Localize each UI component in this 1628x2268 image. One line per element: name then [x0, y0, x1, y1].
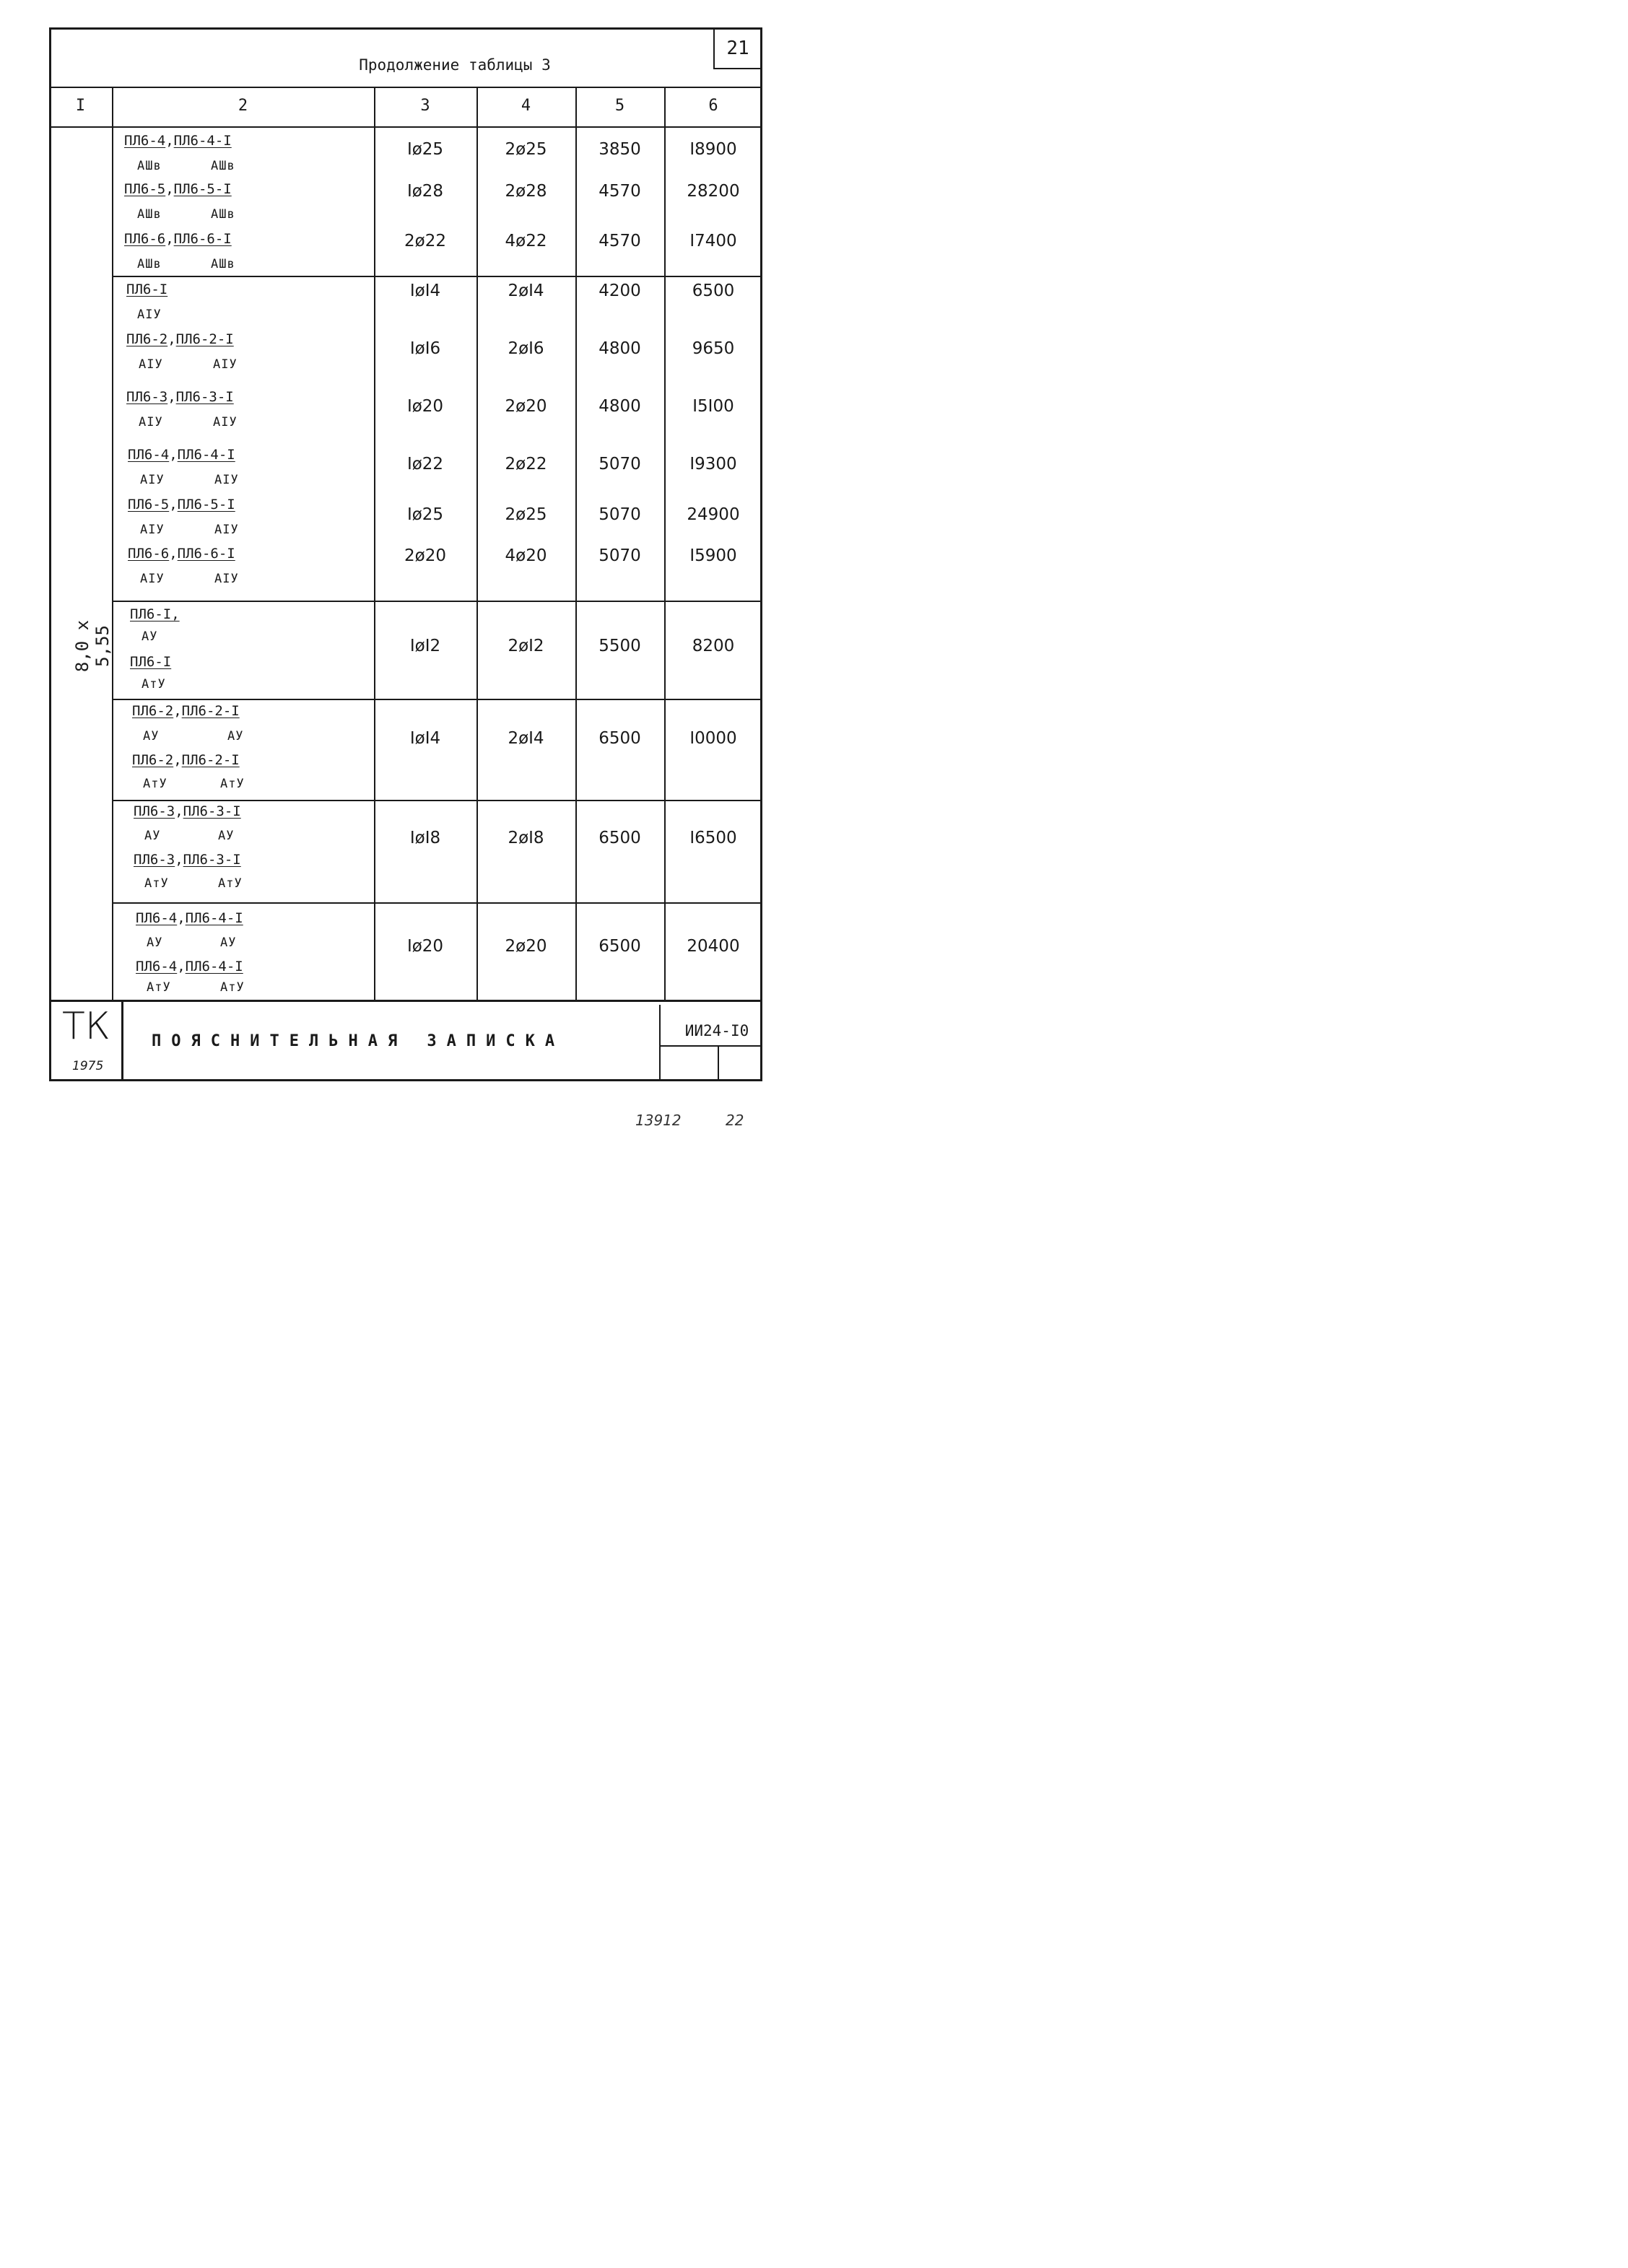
- steel-class: АШв: [211, 207, 235, 222]
- table-caption: Продолжение таблицы 3: [359, 56, 551, 74]
- header-bottom-rule: [49, 126, 762, 128]
- inventory-number: 13912: [635, 1112, 682, 1129]
- table-row-mark: ПЛ6-6,ПЛ6-6-I: [124, 231, 232, 247]
- steel-class: АIУ: [140, 473, 165, 487]
- table-row-mark: ПЛ6-4,ПЛ6-4-I: [128, 447, 235, 463]
- organization-logo: ТК: [62, 1005, 110, 1048]
- column-header-6: 6: [708, 97, 718, 115]
- title-block-code-rule: [659, 1045, 762, 1047]
- group-rule-4: [112, 800, 762, 801]
- cell-col3: Iø20: [406, 397, 444, 416]
- steel-class: АтУ: [147, 980, 171, 995]
- table-row-mark: ПЛ6-2,ПЛ6-2-I: [126, 331, 234, 347]
- cell-col4: 2øI4: [508, 729, 544, 748]
- title-block-top-rule: [49, 1000, 762, 1002]
- table-row-mark: ПЛ6-4,ПЛ6-4-I: [136, 959, 243, 974]
- steel-class: АШв: [137, 257, 162, 271]
- table-row-mark: ПЛ6-2,ПЛ6-2-I: [132, 752, 240, 768]
- sheet-number: 22: [726, 1112, 744, 1129]
- table-row-mark: ПЛ6-I: [130, 654, 172, 670]
- group-rule-1: [112, 276, 762, 277]
- steel-class: АШв: [137, 207, 162, 222]
- cell-col4: 2ø25: [505, 140, 547, 159]
- steel-class: АIУ: [139, 415, 163, 429]
- cell-col6: 28200: [687, 182, 740, 201]
- cell-col6: I5I00: [692, 397, 734, 416]
- steel-class: АтУ: [142, 677, 166, 692]
- col-divider-4: [575, 87, 577, 1000]
- table-row-mark: ПЛ6-4,ПЛ6-4-I: [136, 910, 243, 926]
- cell-col4: 2øI2: [508, 637, 544, 655]
- steel-class: АШв: [211, 159, 235, 173]
- steel-class: АIУ: [214, 523, 239, 537]
- cell-col3: 2ø20: [404, 546, 446, 565]
- steel-class: АIУ: [213, 415, 238, 429]
- group-rule-5: [112, 902, 762, 904]
- steel-class: АУ: [142, 629, 158, 644]
- cell-col5: 5070: [598, 546, 641, 565]
- steel-class: АIУ: [139, 357, 163, 372]
- steel-class: АIУ: [214, 473, 239, 487]
- document-title: ПОЯСНИТЕЛЬНАЯ ЗАПИСКА: [152, 1032, 565, 1050]
- cell-col3: IøI8: [409, 829, 441, 847]
- table-row-mark: ПЛ6-3,ПЛ6-3-I: [134, 803, 241, 819]
- steel-class: АIУ: [140, 523, 165, 537]
- cell-col6: I7400: [689, 232, 737, 250]
- cell-col5: 4800: [598, 397, 641, 416]
- cell-col3: IøI4: [409, 729, 441, 748]
- cell-col4: 2ø22: [505, 455, 547, 474]
- cell-col3: IøI6: [409, 339, 441, 358]
- table-row-mark: ПЛ6-4,ПЛ6-4-I: [124, 133, 232, 149]
- col-divider-2: [374, 87, 375, 1000]
- table-row-mark: ПЛ6-I,: [130, 606, 180, 622]
- cell-col3: 2ø22: [404, 232, 446, 250]
- table-row-mark: ПЛ6-6,ПЛ6-6-I: [128, 546, 235, 562]
- title-block-divider-code: [659, 1005, 661, 1081]
- cell-col6: 24900: [687, 505, 740, 524]
- page-number: 21: [713, 29, 761, 69]
- group-rule-2: [112, 601, 762, 602]
- col-divider-1: [112, 87, 113, 1000]
- cell-col5: 4570: [598, 232, 641, 250]
- cell-col5: 5070: [598, 505, 641, 524]
- steel-class: АтУ: [218, 876, 243, 891]
- cell-col5: 3850: [598, 140, 641, 159]
- document-code: ИИ24-I0: [684, 1022, 749, 1039]
- steel-class: АтУ: [144, 876, 169, 891]
- header-top-rule: [49, 87, 762, 88]
- table-row-mark: ПЛ6-3,ПЛ6-3-I: [134, 852, 241, 868]
- cell-col4: 2øI4: [508, 282, 544, 300]
- steel-class: АШв: [211, 257, 235, 271]
- column-header-2: 2: [238, 97, 248, 115]
- cell-col4: 2øI8: [508, 829, 544, 847]
- cell-col5: 6500: [598, 829, 641, 847]
- cell-col6: I6500: [689, 829, 737, 847]
- column-header-3: 3: [420, 97, 430, 115]
- cell-col5: 6500: [598, 729, 641, 748]
- steel-class: АУ: [218, 829, 235, 843]
- steel-class: АУ: [143, 729, 160, 743]
- steel-class: АУ: [147, 935, 163, 950]
- cell-col4: 2ø28: [505, 182, 547, 201]
- cell-col5: 4570: [598, 182, 641, 201]
- column-header-4: 4: [521, 97, 531, 115]
- table-row-mark: ПЛ6-5,ПЛ6-5-I: [124, 181, 232, 197]
- cell-col6: I5900: [689, 546, 737, 565]
- cell-col6: 20400: [687, 937, 740, 956]
- steel-class: АIУ: [140, 572, 165, 586]
- cell-col3: IøI2: [409, 637, 441, 655]
- cell-col6: 6500: [692, 282, 735, 300]
- cell-col6: I0000: [689, 729, 737, 748]
- cell-col4: 2ø20: [505, 937, 547, 956]
- table-row-mark: ПЛ6-3,ПЛ6-3-I: [126, 389, 234, 405]
- cell-col4: 4ø20: [505, 546, 547, 565]
- cell-col3: Iø20: [406, 937, 444, 956]
- steel-class: АтУ: [220, 980, 245, 995]
- steel-class: АIУ: [137, 308, 162, 322]
- cell-col4: 2ø25: [505, 505, 547, 524]
- cell-col4: 4ø22: [505, 232, 547, 250]
- cell-col3: Iø28: [406, 182, 444, 201]
- cell-col4: 2øI6: [508, 339, 544, 358]
- steel-class: АтУ: [220, 777, 245, 791]
- steel-class: АУ: [227, 729, 244, 743]
- stamp-year: 1975: [72, 1059, 104, 1073]
- column-header-5: 5: [614, 97, 625, 115]
- steel-class: АIУ: [214, 572, 239, 586]
- cell-col5: 4200: [598, 282, 641, 300]
- steel-class: АУ: [220, 935, 237, 950]
- column-header-1: I: [75, 97, 86, 115]
- cell-col3: IøI4: [409, 282, 441, 300]
- title-block-divider-logo: [121, 1000, 123, 1081]
- group-rule-3: [112, 699, 762, 700]
- cell-col6: I9300: [689, 455, 737, 474]
- table-row-mark: ПЛ6-2,ПЛ6-2-I: [132, 703, 240, 719]
- table-row-mark: ПЛ6-5,ПЛ6-5-I: [128, 497, 235, 513]
- cell-col6: 9650: [692, 339, 735, 358]
- col-divider-5: [664, 87, 666, 1000]
- table-row-mark: ПЛ6-I: [126, 282, 168, 297]
- cell-col6: 8200: [692, 637, 735, 655]
- span-label: 8,0 x 5,55: [72, 619, 113, 673]
- cell-col3: Iø25: [406, 140, 444, 159]
- steel-class: АтУ: [143, 777, 167, 791]
- col-divider-3: [476, 87, 478, 1000]
- steel-class: АIУ: [213, 357, 238, 372]
- cell-col3: Iø22: [406, 455, 444, 474]
- cell-col5: 5500: [598, 637, 641, 655]
- cell-col4: 2ø20: [505, 397, 547, 416]
- title-block-small-divider: [718, 1045, 719, 1081]
- cell-col5: 4800: [598, 339, 641, 358]
- steel-class: АУ: [144, 829, 161, 843]
- cell-col5: 5070: [598, 455, 641, 474]
- cell-col6: I8900: [689, 140, 737, 159]
- cell-col3: Iø25: [406, 505, 444, 524]
- cell-col5: 6500: [598, 937, 641, 956]
- steel-class: АШв: [137, 159, 162, 173]
